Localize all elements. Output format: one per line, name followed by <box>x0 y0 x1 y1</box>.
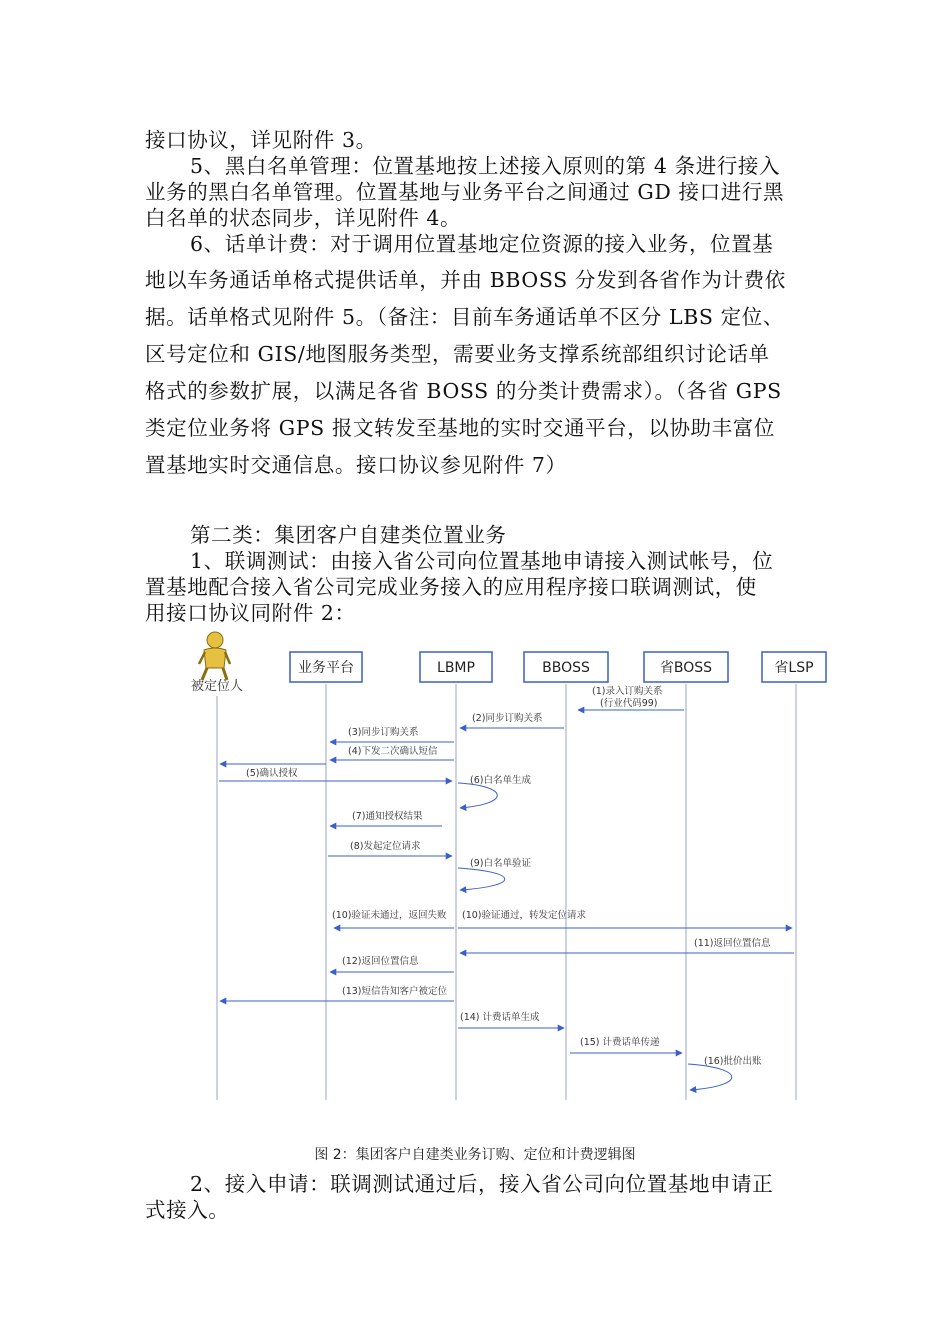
participant-box <box>524 652 608 682</box>
paragraph-line: 2、接入申请：联调测试通过后，接入省公司向位置基地申请正 <box>190 1172 774 1196</box>
message-label: (行业代码99) <box>600 698 658 709</box>
actor-label: 被定位人 <box>190 679 244 694</box>
message-label: (5)确认授权 <box>246 768 298 779</box>
paragraph-line: 接口协议，详见附件 3。 <box>145 128 377 152</box>
participant-label: BBOSS <box>542 660 590 676</box>
participant-label: LBMP <box>437 660 475 676</box>
figure-caption: 图 2：集团客户自建类业务订购、定位和计费逻辑图 <box>314 1147 636 1163</box>
message-label: (3)同步订购关系 <box>348 727 419 738</box>
person-icon <box>199 632 230 680</box>
message-label: (13)短信告知客户被定位 <box>342 986 448 997</box>
message-label: (10)验证未通过，返回失败 <box>332 910 447 921</box>
message-label: (14) 计费话单生成 <box>460 1012 540 1023</box>
participant-label: 省BOSS <box>659 660 713 676</box>
message-label: (2)同步订购关系 <box>472 713 543 724</box>
message-label: (9)白名单验证 <box>470 858 531 869</box>
message-label: (12)返回位置信息 <box>342 956 419 967</box>
message-arrow <box>458 868 505 890</box>
participant-box <box>290 652 362 682</box>
message-label: (7)通知授权结果 <box>352 811 423 822</box>
message-label: (16)批价出账 <box>704 1056 762 1067</box>
paragraph-line: 据。话单格式见附件 5。（备注：目前车务通话单不区分 LBS 定位、 <box>145 305 784 329</box>
paragraph-line: 5、黑白名单管理：位置基地按上述接入原则的第 4 条进行接入 <box>190 154 781 178</box>
paragraph-line: 区号定位和 GIS/地图服务类型，需要业务支撑系统部组织讨论话单 <box>145 342 770 366</box>
paragraph-line: 置基地实时交通信息。接口协议参见附件 7） <box>145 453 567 477</box>
paragraph-line: 地以车务通话单格式提供话单，并由 BBOSS 分发到各省作为计费依 <box>145 268 786 292</box>
participant-box <box>644 652 728 682</box>
paragraph-line: 式接入。 <box>145 1198 230 1222</box>
paragraph-line: 1、联调测试：由接入省公司向位置基地申请接入测试帐号，位 <box>190 549 774 573</box>
paragraph-line: 白名单的状态同步，详见附件 4。 <box>145 206 462 230</box>
message-label: (10)验证通过，转发定位请求 <box>462 910 587 921</box>
paragraph-line: 类定位业务将 GPS 报文转发至基地的实时交通平台，以协助丰富位 <box>145 416 775 440</box>
message-label: (11)返回位置信息 <box>694 938 771 949</box>
paragraph-line: 6、话单计费：对于调用位置基地定位资源的接入业务，位置基 <box>190 232 774 256</box>
message-arrow <box>688 1064 732 1090</box>
message-arrow <box>458 783 497 808</box>
participant-box <box>420 652 492 682</box>
participant-box <box>762 652 826 682</box>
participant-label: 省LSP <box>774 660 814 676</box>
message-label: (1)录入订购关系 <box>592 686 663 697</box>
paragraph-line: 格式的参数扩展，以满足各省 BOSS 的分类计费需求）。（各省 GPS <box>145 379 782 403</box>
sequence-diagram <box>180 628 840 1108</box>
message-label: (15) 计费话单传递 <box>580 1037 660 1048</box>
paragraph-line: 业务的黑白名单管理。位置基地与业务平台之间通过 GD 接口进行黑 <box>145 180 785 204</box>
section-heading: 第二类：集团客户自建类位置业务 <box>190 523 507 547</box>
paragraph-line: 用接口协议同附件 2： <box>145 601 356 625</box>
paragraph-line: 置基地配合接入省公司完成业务接入的应用程序接口联调测试，使 <box>145 575 757 599</box>
participant-label: 业务平台 <box>298 660 354 676</box>
message-label: (6)白名单生成 <box>470 775 531 786</box>
message-label: (8)发起定位请求 <box>350 841 421 852</box>
message-label: (4)下发二次确认短信 <box>348 746 438 757</box>
